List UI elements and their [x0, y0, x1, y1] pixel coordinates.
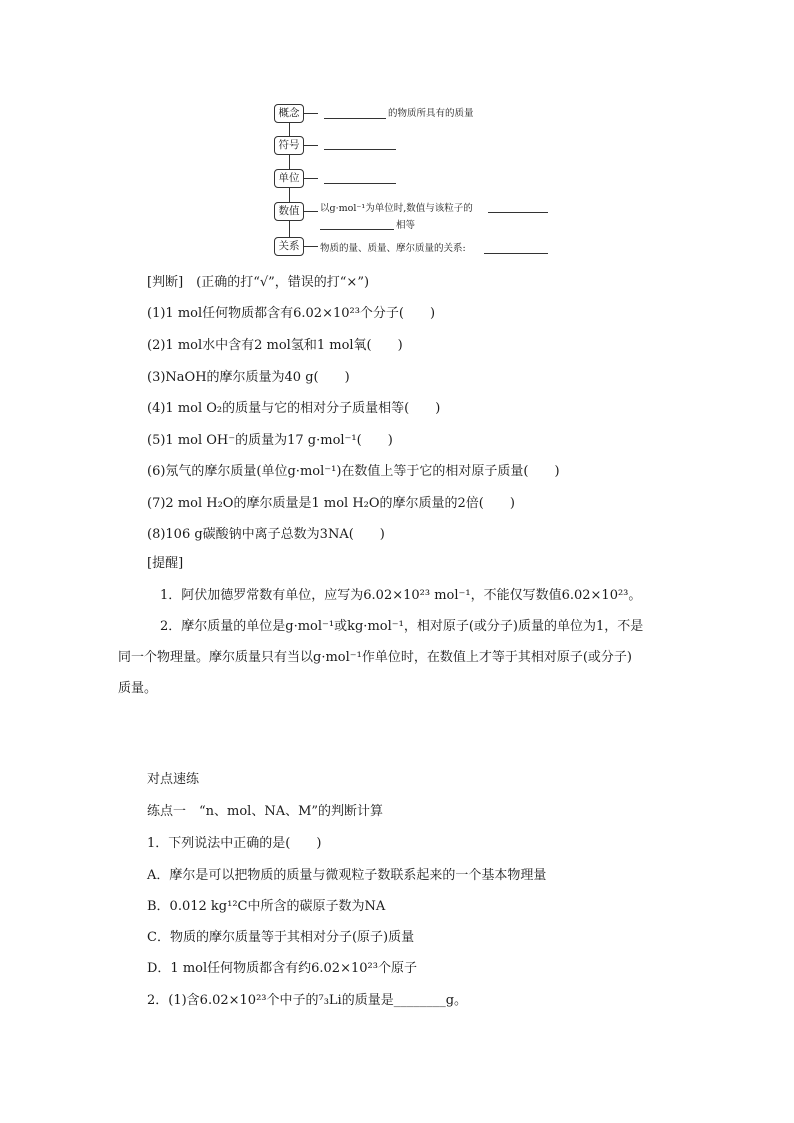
diagram-box-concept: 概念	[274, 104, 304, 123]
practice-heading: 对点速练	[147, 772, 200, 787]
judge-item: (5)1 mol OH⁻的质量为17 g·mol⁻¹( )	[147, 433, 393, 448]
answer-blank	[324, 183, 396, 184]
question-2: 2．(1)含6.02×10²³个中子的⁷₃Li的质量是________g。	[147, 993, 468, 1008]
option-b: B．0.012 kg¹²C中所含的碳原子数为NA	[147, 899, 386, 914]
answer-blank	[488, 212, 548, 213]
answer-blank	[324, 149, 396, 150]
diagram-box-symbol: 符号	[274, 136, 304, 155]
judge-heading: [判断] (正确的打“√”，错误的打“×”)	[147, 275, 370, 290]
tips-paragraph-1: 1．阿伏加德罗常数有单位，应写为6.02×10²³ mol⁻¹，不能仅写数值6.02×10²³。	[160, 588, 642, 603]
diagram-connector	[304, 145, 318, 146]
relation-text: 物质的量、质量、摩尔质量的关系:	[320, 243, 466, 254]
diagram-connector	[304, 178, 318, 179]
tips-paragraph-2-line-3: 质量。	[118, 681, 158, 696]
judge-item: (4)1 mol O₂的质量与它的相对分子质量相等( )	[147, 401, 441, 416]
concept-text: 的物质所具有的质量	[388, 108, 474, 119]
judge-item: (2)1 mol水中含有2 mol氢和1 mol氧( )	[147, 338, 403, 353]
option-d: D．1 mol任何物质都含有约6.02×10²³个原子	[147, 961, 417, 976]
practice-subheading: 练点一 “n、mol、NA、M”的判断计算	[147, 804, 384, 819]
value-text-2: 相等	[396, 220, 416, 231]
value-text-1: 以g·mol⁻¹为单位时,数值与该粒子的	[320, 203, 473, 214]
judge-item: (1)1 mol任何物质都含有6.02×10²³个分子( )	[147, 306, 436, 321]
option-c: C．物质的摩尔质量等于其相对分子(原子)质量	[147, 930, 415, 945]
answer-blank	[320, 229, 394, 230]
question-1: 1．下列说法中正确的是( )	[147, 836, 322, 851]
tips-paragraph-2-line-1: 2．摩尔质量的单位是g·mol⁻¹或kg·mol⁻¹，相对原子(或分子)质量的单位为1，不是	[160, 619, 644, 634]
diagram-connector	[304, 246, 318, 247]
diagram-box-relation: 关系	[274, 237, 304, 256]
diagram-box-value: 数值	[274, 202, 304, 221]
tips-paragraph-2-line-2: 同一个物理量。摩尔质量只有当以g·mol⁻¹作单位时，在数值上才等于其相对原子(或分子)	[118, 650, 632, 665]
tips-heading: [提醒]	[147, 556, 184, 571]
option-a: A．摩尔是可以把物质的质量与微观粒子数联系起来的一个基本物理量	[147, 868, 547, 883]
answer-blank	[324, 118, 386, 119]
judge-item: (7)2 mol H₂O的摩尔质量是1 mol H₂O的摩尔质量的2倍( )	[147, 496, 515, 511]
judge-item: (6)氖气的摩尔质量(单位g·mol⁻¹)在数值上等于它的相对原子质量( )	[147, 464, 560, 479]
diagram-box-unit: 单位	[274, 169, 304, 188]
judge-item: (3)NaOH的摩尔质量为40 g( )	[147, 370, 350, 385]
concept-diagram	[274, 101, 564, 259]
diagram-connector	[304, 211, 318, 212]
judge-item: (8)106 g碳酸钠中离子总数为3NA( )	[147, 527, 385, 542]
answer-blank	[484, 253, 548, 254]
diagram-connector	[304, 113, 318, 114]
